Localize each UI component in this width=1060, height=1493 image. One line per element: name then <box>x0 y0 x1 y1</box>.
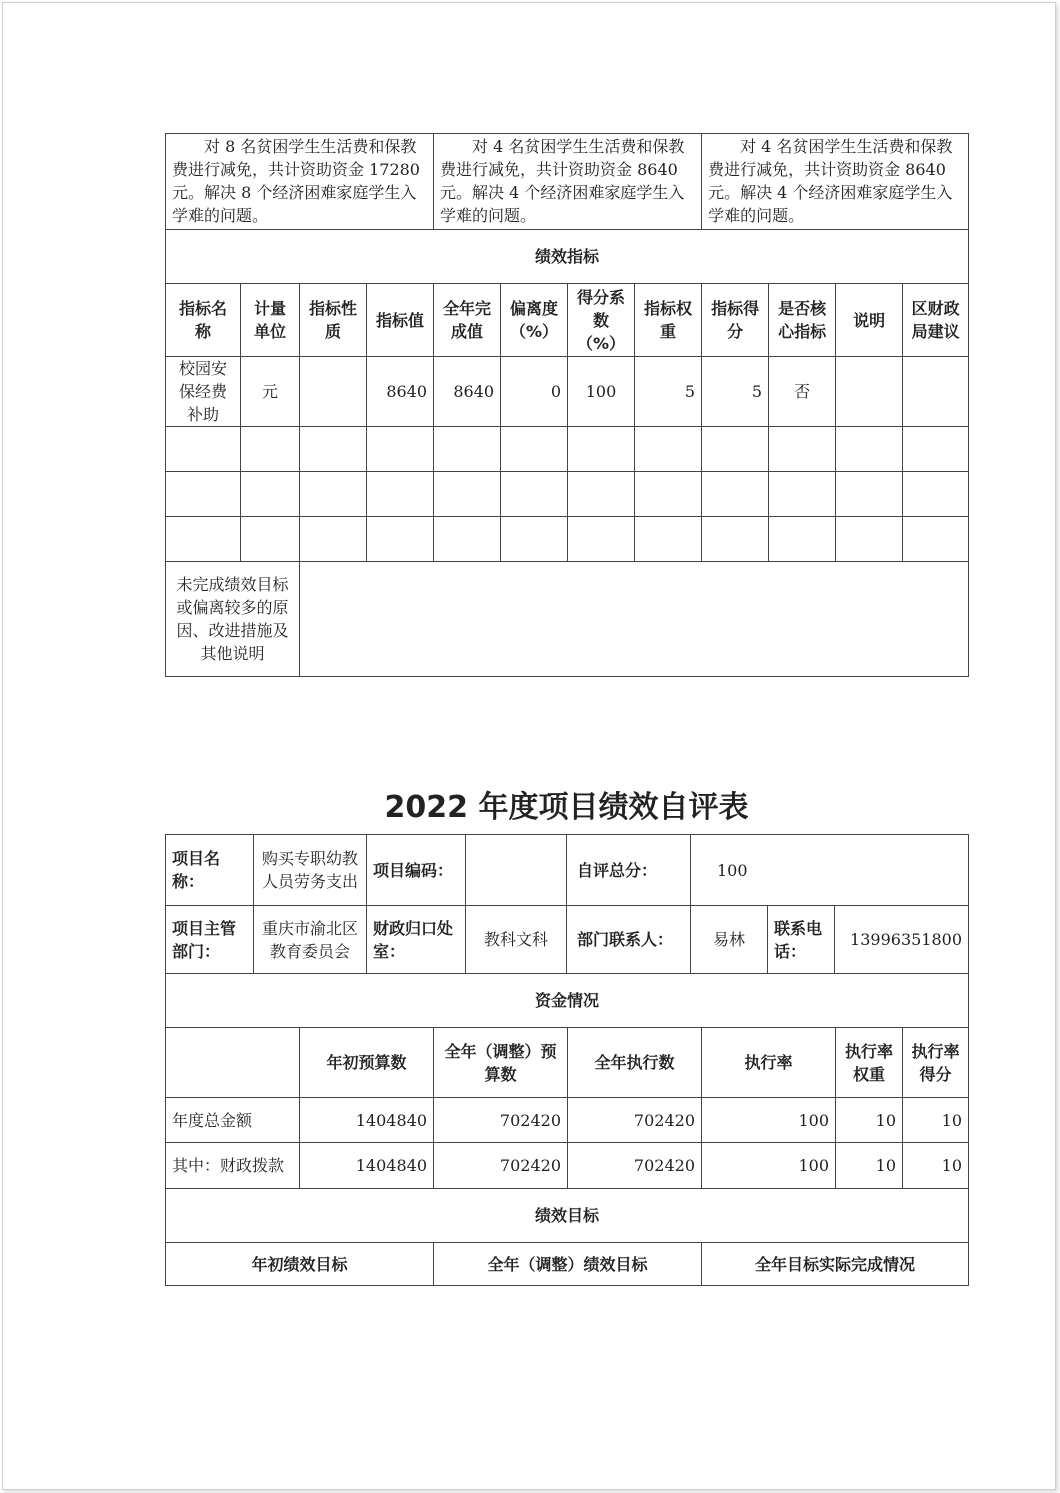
execution-rate-cell: 100 <box>702 1143 836 1189</box>
funds-section-row <box>166 974 969 1028</box>
unfinished-label: 未完成绩效目标或偏离较多的原因、改进措施及其他说明 <box>166 562 300 677</box>
completed-value-cell: 8640 <box>434 357 501 427</box>
weight-cell: 5 <box>635 357 702 427</box>
table-row <box>166 1143 969 1189</box>
finance-office-label: 财政归口处室： <box>367 906 466 974</box>
header-indicator-name: 指标名称 <box>166 284 241 357</box>
executed-cell: 702420 <box>568 1143 702 1189</box>
funds-table <box>165 973 969 1286</box>
contact-label: 部门联系人： <box>567 906 691 974</box>
header-rate-score: 执行率得分 <box>903 1028 969 1098</box>
header-initial-budget: 年初预算数 <box>300 1028 434 1098</box>
indicators-section-title: 绩效指标 <box>166 230 969 284</box>
header-completed-value: 全年完成值 <box>434 284 501 357</box>
score-coefficient-cell: 100 <box>568 357 635 427</box>
header-score-coefficient: 得分系数（%） <box>568 284 635 357</box>
unfinished-explanation-row <box>166 562 969 677</box>
header-executed: 全年执行数 <box>568 1028 702 1098</box>
indicator-name-cell: 校园安保经费补助 <box>166 357 241 427</box>
executed-cell: 702420 <box>568 1098 702 1143</box>
phone-value: 13996351800 <box>835 906 969 974</box>
table-row <box>166 517 969 562</box>
table-row <box>166 427 969 472</box>
funds-section-title: 资金情况 <box>166 974 969 1028</box>
header-target-value: 指标值 <box>367 284 434 357</box>
table-row <box>166 1098 969 1143</box>
header-weight: 指标权重 <box>635 284 702 357</box>
unit-cell: 元 <box>241 357 300 427</box>
project-code-value <box>466 835 567 906</box>
finance-suggestion-cell <box>903 357 969 427</box>
indicators-section-row <box>166 230 969 284</box>
form-title: 2022 年度项目绩效自评表 <box>384 790 749 825</box>
initial-budget-cell: 1404840 <box>300 1143 434 1189</box>
header-adjusted-goal: 全年（调整）绩效目标 <box>434 1243 702 1286</box>
project-name-value: 购买专职幼教人员劳务支出 <box>254 835 367 906</box>
goals-section-title: 绩效目标 <box>166 1189 969 1243</box>
dept-label: 项目主管部门： <box>166 906 254 974</box>
core-indicator-cell: 否 <box>769 357 836 427</box>
score-value: 100 <box>691 835 969 906</box>
project-name-label: 项目名称： <box>166 835 254 906</box>
execution-rate-cell: 100 <box>702 1098 836 1143</box>
indicators-header-row <box>166 284 969 357</box>
header-score: 指标得分 <box>702 284 769 357</box>
phone-label: 联系电话： <box>768 906 835 974</box>
header-finance-suggestion: 区财政局建议 <box>903 284 969 357</box>
performance-indicators-table <box>165 133 969 677</box>
header-core-indicator: 是否核心指标 <box>769 284 836 357</box>
funds-row-label: 其中：财政拨款 <box>166 1143 300 1189</box>
rate-score-cell: 10 <box>903 1143 969 1189</box>
unfinished-value <box>300 562 969 677</box>
description-cell <box>836 357 903 427</box>
project-info-row <box>166 835 969 906</box>
header-nature: 指标性质 <box>300 284 367 357</box>
department-info-row <box>166 906 969 974</box>
rate-weight-cell: 10 <box>836 1098 903 1143</box>
header-actual-completion: 全年目标实际完成情况 <box>702 1243 969 1286</box>
deviation-cell: 0 <box>501 357 568 427</box>
header-initial-goal: 年初绩效目标 <box>166 1243 434 1286</box>
self-evaluation-table <box>165 834 969 974</box>
adjusted-budget-cell: 702420 <box>434 1098 568 1143</box>
nature-cell <box>300 357 367 427</box>
header-adjusted-budget: 全年（调整）预算数 <box>434 1028 568 1098</box>
goals-text-row <box>166 134 969 230</box>
header-rate-weight: 执行率权重 <box>836 1028 903 1098</box>
contact-value: 易林 <box>691 906 768 974</box>
dept-value: 重庆市渝北区教育委员会 <box>254 906 367 974</box>
score-label: 自评总分： <box>567 835 691 906</box>
initial-goal-text: 对 8 名贫困学生生活费和保教费进行减免，共计资助资金 17280 元。解决 8 个经济困难家庭学生入学难的问题。 <box>166 134 434 230</box>
goals-header-row <box>166 1243 969 1286</box>
rate-score-cell: 10 <box>903 1098 969 1143</box>
header-deviation: 偏离度（%） <box>501 284 568 357</box>
target-value-cell: 8640 <box>367 357 434 427</box>
table-row <box>166 357 969 427</box>
header-unit: 计量单位 <box>241 284 300 357</box>
initial-budget-cell: 1404840 <box>300 1098 434 1143</box>
table-row <box>166 472 969 517</box>
goals-section-row <box>166 1189 969 1243</box>
adjusted-goal-text: 对 4 名贫困学生生活费和保教费进行减免，共计资助资金 8640 元。解决 4 个经济困难家庭学生入学难的问题。 <box>434 134 702 230</box>
adjusted-budget-cell: 702420 <box>434 1143 568 1189</box>
header-execution-rate: 执行率 <box>702 1028 836 1098</box>
rate-weight-cell: 10 <box>836 1143 903 1189</box>
funds-header-row <box>166 1028 969 1098</box>
score-cell: 5 <box>702 357 769 427</box>
funds-row-label: 年度总金额 <box>166 1098 300 1143</box>
project-code-label: 项目编码： <box>367 835 466 906</box>
funds-header-blank <box>166 1028 300 1098</box>
actual-goal-text: 对 4 名贫困学生生活费和保教费进行减免，共计资助资金 8640 元。解决 4 个经济困难家庭学生入学难的问题。 <box>702 134 969 230</box>
finance-office-value: 教科文科 <box>466 906 567 974</box>
header-description: 说明 <box>836 284 903 357</box>
